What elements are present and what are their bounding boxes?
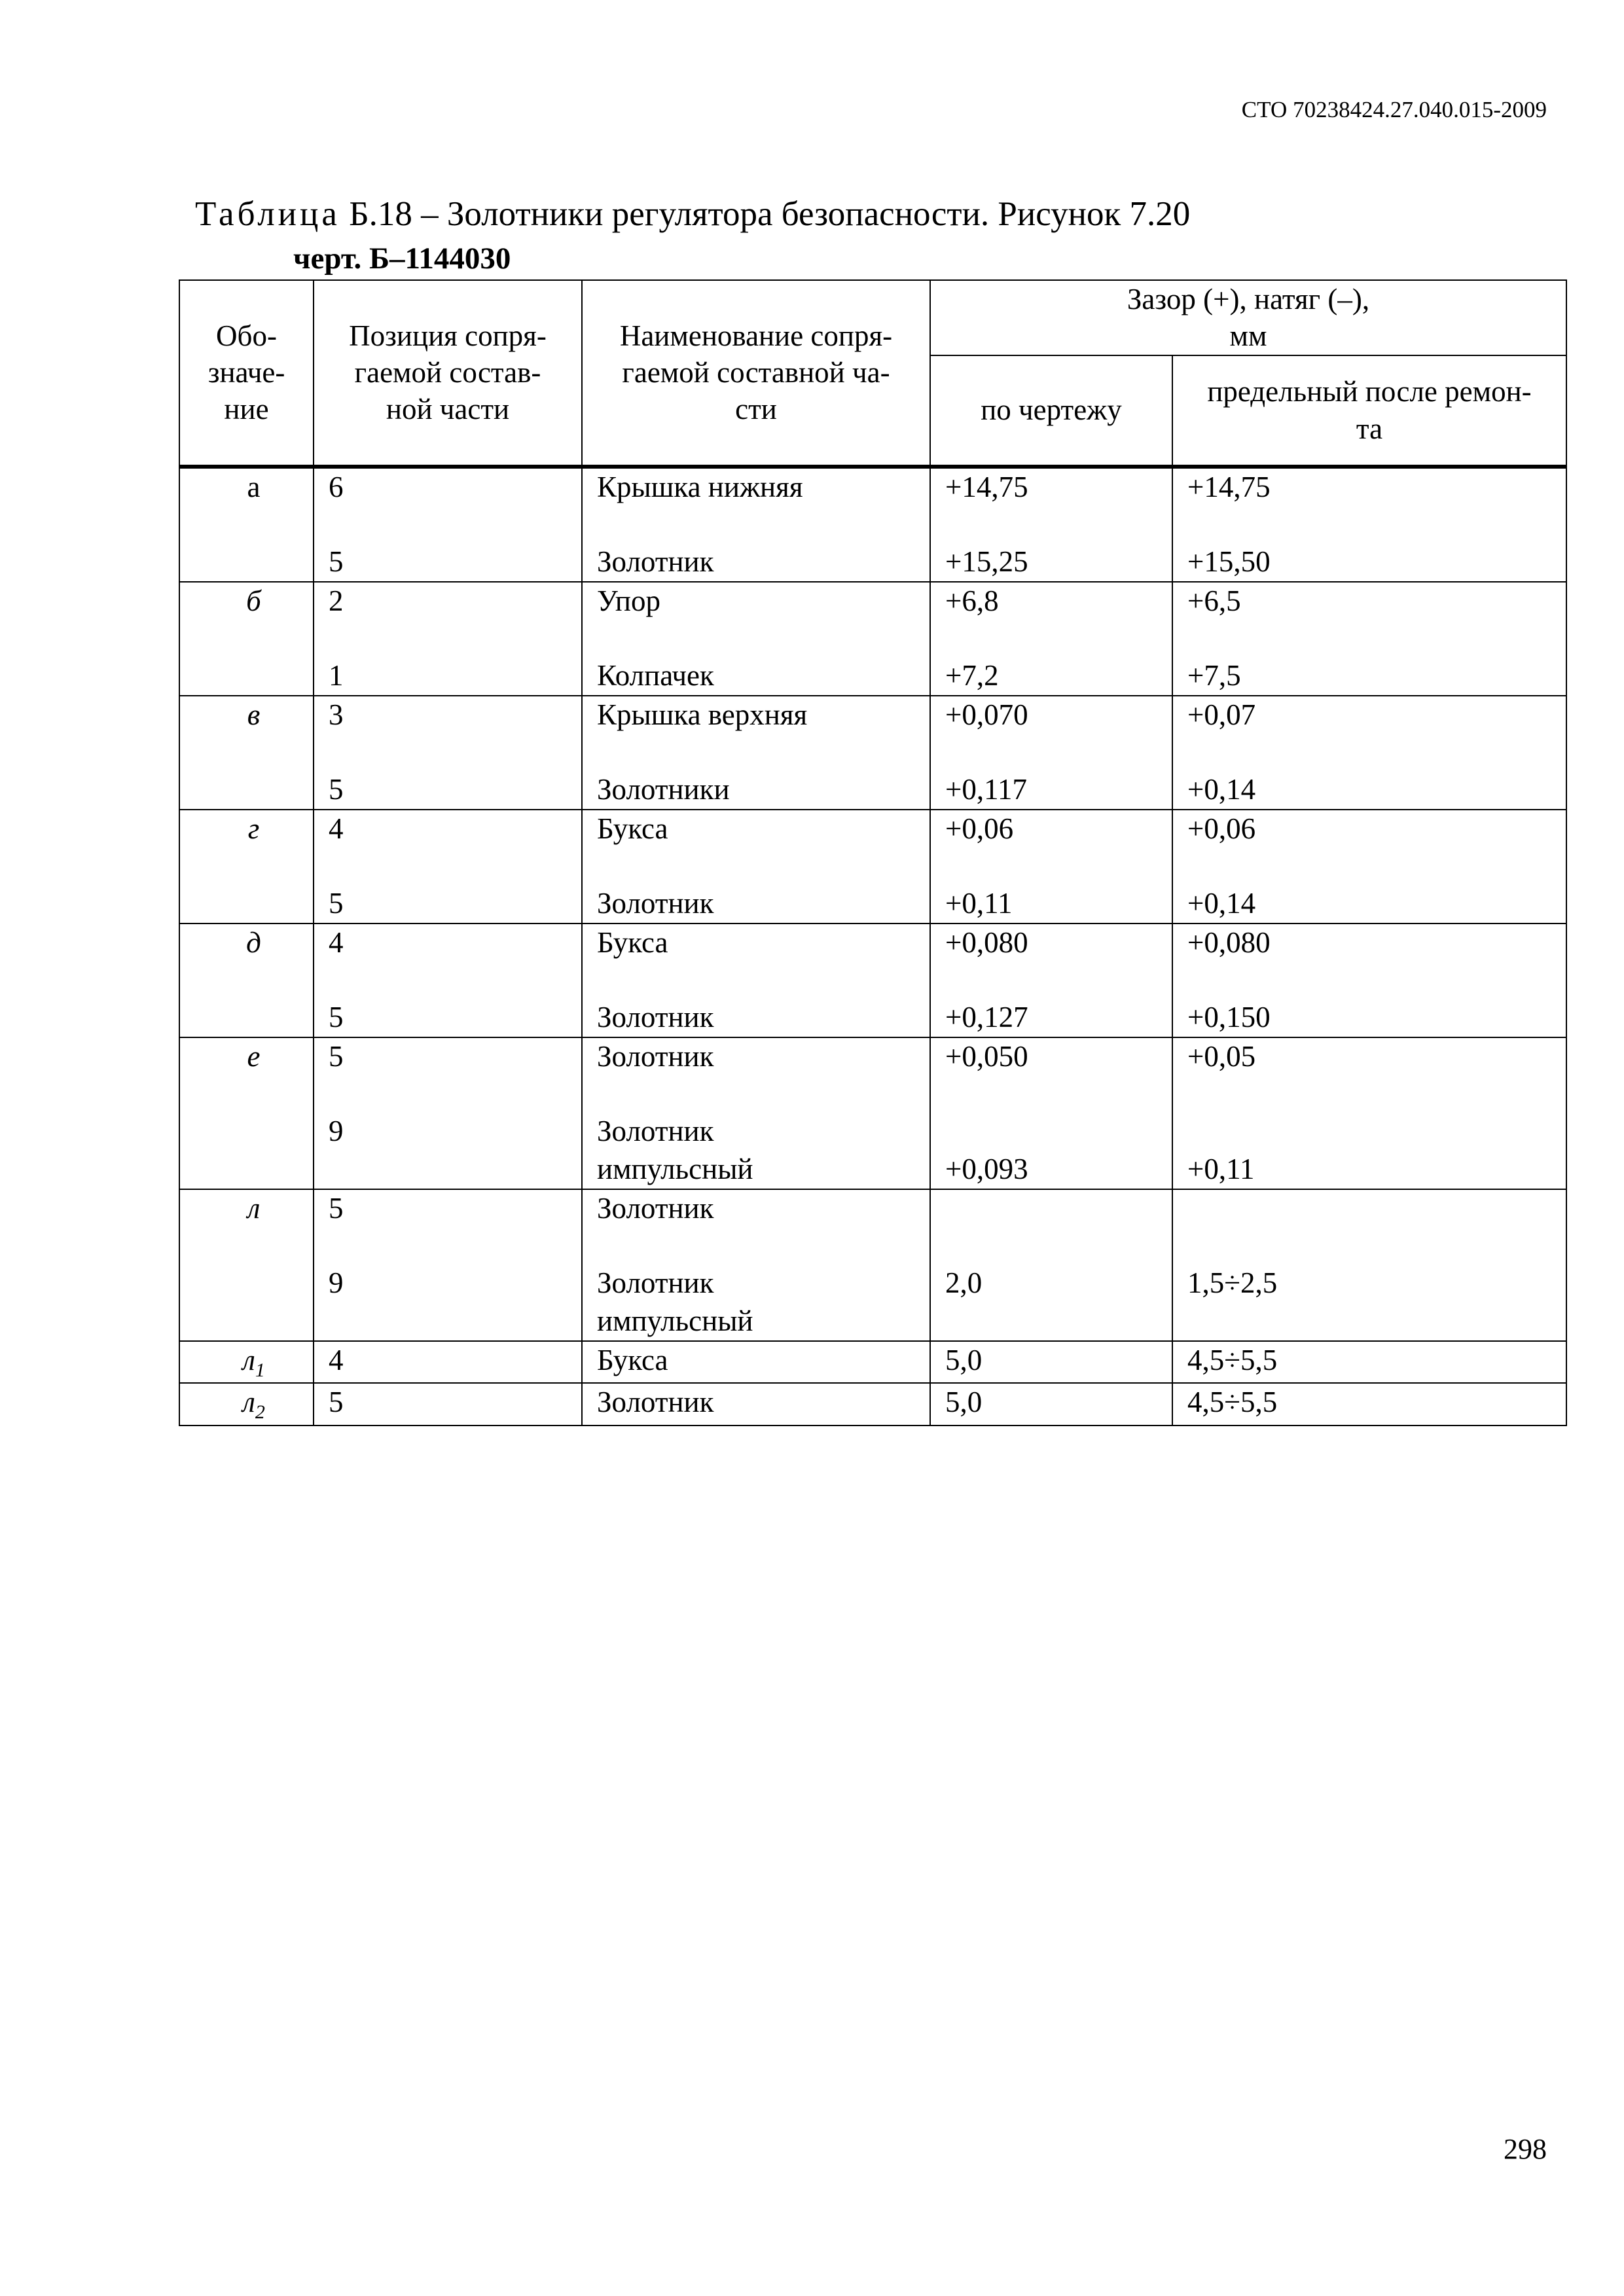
table-subcaption: черт. Б–1144030 xyxy=(293,242,511,276)
designation-cell xyxy=(179,1037,314,1189)
limit-value: +6,5 xyxy=(1187,584,1241,617)
part-name-cell: Букса xyxy=(582,1341,930,1384)
limit-value: +7,5 xyxy=(1187,658,1241,692)
limit-value: +14,75 xyxy=(1187,470,1271,503)
position-cell xyxy=(314,696,582,810)
position-value: 5 xyxy=(329,1000,344,1033)
designation: л xyxy=(242,1343,255,1376)
limit-cell xyxy=(1172,582,1566,696)
part-name-cell: Золотник xyxy=(582,1383,930,1426)
part-name-cell xyxy=(582,1037,930,1189)
per-drawing-cell xyxy=(930,467,1172,582)
header-clearance-group: Зазор (+), натяг (–), мм xyxy=(930,280,1566,355)
limit-cell xyxy=(1172,924,1566,1037)
position-value: 5 xyxy=(329,886,344,920)
table-row xyxy=(179,924,1566,1037)
position-value: 9 xyxy=(329,1266,344,1299)
per-drawing-cell xyxy=(930,810,1172,924)
limit-value: +0,150 xyxy=(1187,1000,1271,1033)
per-drawing-value: +14,75 xyxy=(945,470,1028,503)
part-name-cell xyxy=(582,1189,930,1341)
part-name-cell xyxy=(582,924,930,1037)
position-value: 9 xyxy=(329,1114,344,1147)
designation: г xyxy=(247,812,260,845)
position-cell xyxy=(314,467,582,582)
per-drawing-value: +0,127 xyxy=(945,1000,1028,1033)
per-drawing-value: +6,8 xyxy=(945,584,999,617)
position-value: 6 xyxy=(329,470,344,503)
part-name-value: Букса xyxy=(597,812,668,845)
designation-cell xyxy=(179,696,314,810)
document-code: СТО 70238424.27.040.015-2009 xyxy=(1241,97,1547,122)
clearance-table xyxy=(179,279,1567,1426)
part-name-value: Золотник xyxy=(597,1000,714,1033)
part-name-cell xyxy=(582,810,930,924)
per-drawing-value: 2,0 xyxy=(945,1266,983,1299)
per-drawing-value: +0,080 xyxy=(945,925,1028,959)
limit-value: +0,080 xyxy=(1187,925,1271,959)
per-drawing-value: +0,093 xyxy=(945,1152,1028,1185)
per-drawing-cell xyxy=(930,1037,1172,1189)
limit-value: +0,06 xyxy=(1187,812,1256,845)
part-name-value: Колпачек xyxy=(597,658,714,692)
designation-cell xyxy=(179,924,314,1037)
part-name-value: импульсный xyxy=(597,1152,753,1185)
table-row xyxy=(179,582,1566,696)
limit-cell: 4,5÷5,5 xyxy=(1172,1341,1566,1384)
limit-value: +0,14 xyxy=(1187,886,1256,920)
limit-cell xyxy=(1172,810,1566,924)
position-value: 5 xyxy=(329,545,344,578)
designation: в xyxy=(247,698,261,731)
per-drawing-cell xyxy=(930,696,1172,810)
position-cell xyxy=(314,924,582,1037)
per-drawing-value: +0,117 xyxy=(945,772,1027,806)
per-drawing-cell: 5,0 xyxy=(930,1341,1172,1384)
limit-cell xyxy=(1172,1037,1566,1189)
position-value: 5 xyxy=(329,1191,344,1225)
part-name-value: Крышка нижняя xyxy=(597,470,803,503)
per-drawing-cell xyxy=(930,582,1172,696)
part-name-value: Золотники xyxy=(597,772,730,806)
caption-label: Таблица xyxy=(195,195,340,233)
part-name-value: Золотник xyxy=(597,1266,714,1299)
part-name-value: импульсный xyxy=(597,1304,753,1337)
part-name-value: Золотник xyxy=(597,1114,714,1147)
designation-subscript: 1 xyxy=(255,1359,265,1381)
position-value: 4 xyxy=(329,812,344,845)
limit-value: +0,11 xyxy=(1187,1152,1255,1185)
position-cell xyxy=(314,582,582,696)
designation-cell xyxy=(179,810,314,924)
designation: д xyxy=(246,925,261,959)
limit-cell xyxy=(1172,467,1566,582)
header-limit-after-repair: предельный после ремон- та xyxy=(1172,355,1566,467)
designation-subscript: 2 xyxy=(255,1401,265,1423)
per-drawing-cell: 5,0 xyxy=(930,1383,1172,1426)
per-drawing-value: +7,2 xyxy=(945,658,999,692)
per-drawing-value: +0,11 xyxy=(945,886,1013,920)
page-number: 298 xyxy=(1504,2133,1547,2165)
table-row xyxy=(179,1383,1566,1426)
part-name-value: Крышка верхняя xyxy=(597,698,808,731)
part-name-value: Золотник xyxy=(597,1191,714,1225)
header-position: Позиция сопря- гаемой состав- ной части xyxy=(314,280,582,467)
designation-cell xyxy=(179,467,314,582)
part-name-cell xyxy=(582,582,930,696)
table-row xyxy=(179,1037,1566,1189)
part-name-value: Золотник xyxy=(597,886,714,920)
designation-cell xyxy=(179,582,314,696)
limit-value: 1,5÷2,5 xyxy=(1187,1266,1278,1299)
limit-cell: 4,5÷5,5 xyxy=(1172,1383,1566,1426)
designation: л xyxy=(242,1386,255,1418)
table-row xyxy=(179,810,1566,924)
table-row xyxy=(179,1341,1566,1384)
position-cell xyxy=(314,810,582,924)
per-drawing-value: +15,25 xyxy=(945,545,1028,578)
per-drawing-value: +0,070 xyxy=(945,698,1028,731)
part-name-cell xyxy=(582,696,930,810)
per-drawing-cell xyxy=(930,1189,1172,1341)
limit-value: +15,50 xyxy=(1187,545,1271,578)
table-row xyxy=(179,467,1566,582)
position-value: 4 xyxy=(329,925,344,959)
header-part-name: Наименование сопря- гаемой составной ча- сти xyxy=(582,280,930,467)
part-name-value: Букса xyxy=(597,925,668,959)
table-caption xyxy=(195,195,1190,233)
caption-text: Б.18 – Золотники регулятора безопасности. Рисунок 7.20 xyxy=(340,195,1191,233)
part-name-cell xyxy=(582,467,930,582)
position-cell xyxy=(314,1037,582,1189)
designation: л xyxy=(247,1191,261,1225)
position-cell xyxy=(314,1189,582,1341)
position-cell: 4 xyxy=(314,1341,582,1384)
part-name-value: Упор xyxy=(597,584,660,617)
limit-value: +0,07 xyxy=(1187,698,1256,731)
designation: е xyxy=(247,1039,261,1073)
position-value: 3 xyxy=(329,698,344,731)
position-value: 1 xyxy=(329,658,344,692)
limit-cell xyxy=(1172,1189,1566,1341)
designation-cell xyxy=(179,1341,314,1384)
limit-value: +0,14 xyxy=(1187,772,1256,806)
position-value: 5 xyxy=(329,1039,344,1073)
designation: а xyxy=(247,470,261,503)
part-name-value: Золотник xyxy=(597,1039,714,1073)
position-value: 5 xyxy=(329,772,344,806)
per-drawing-value: +0,050 xyxy=(945,1039,1028,1073)
per-drawing-value: +0,06 xyxy=(945,812,1014,845)
designation: б xyxy=(246,584,261,617)
limit-cell xyxy=(1172,696,1566,810)
position-cell: 5 xyxy=(314,1383,582,1426)
header-per-drawing: по чертежу xyxy=(930,355,1172,467)
part-name-value: Золотник xyxy=(597,545,714,578)
table-row xyxy=(179,1189,1566,1341)
header-designation: Обо- значе- ние xyxy=(179,280,314,467)
designation-cell xyxy=(179,1189,314,1341)
limit-value: +0,05 xyxy=(1187,1039,1256,1073)
position-value: 2 xyxy=(329,584,344,617)
table-row xyxy=(179,696,1566,810)
designation-cell xyxy=(179,1383,314,1426)
per-drawing-cell xyxy=(930,924,1172,1037)
